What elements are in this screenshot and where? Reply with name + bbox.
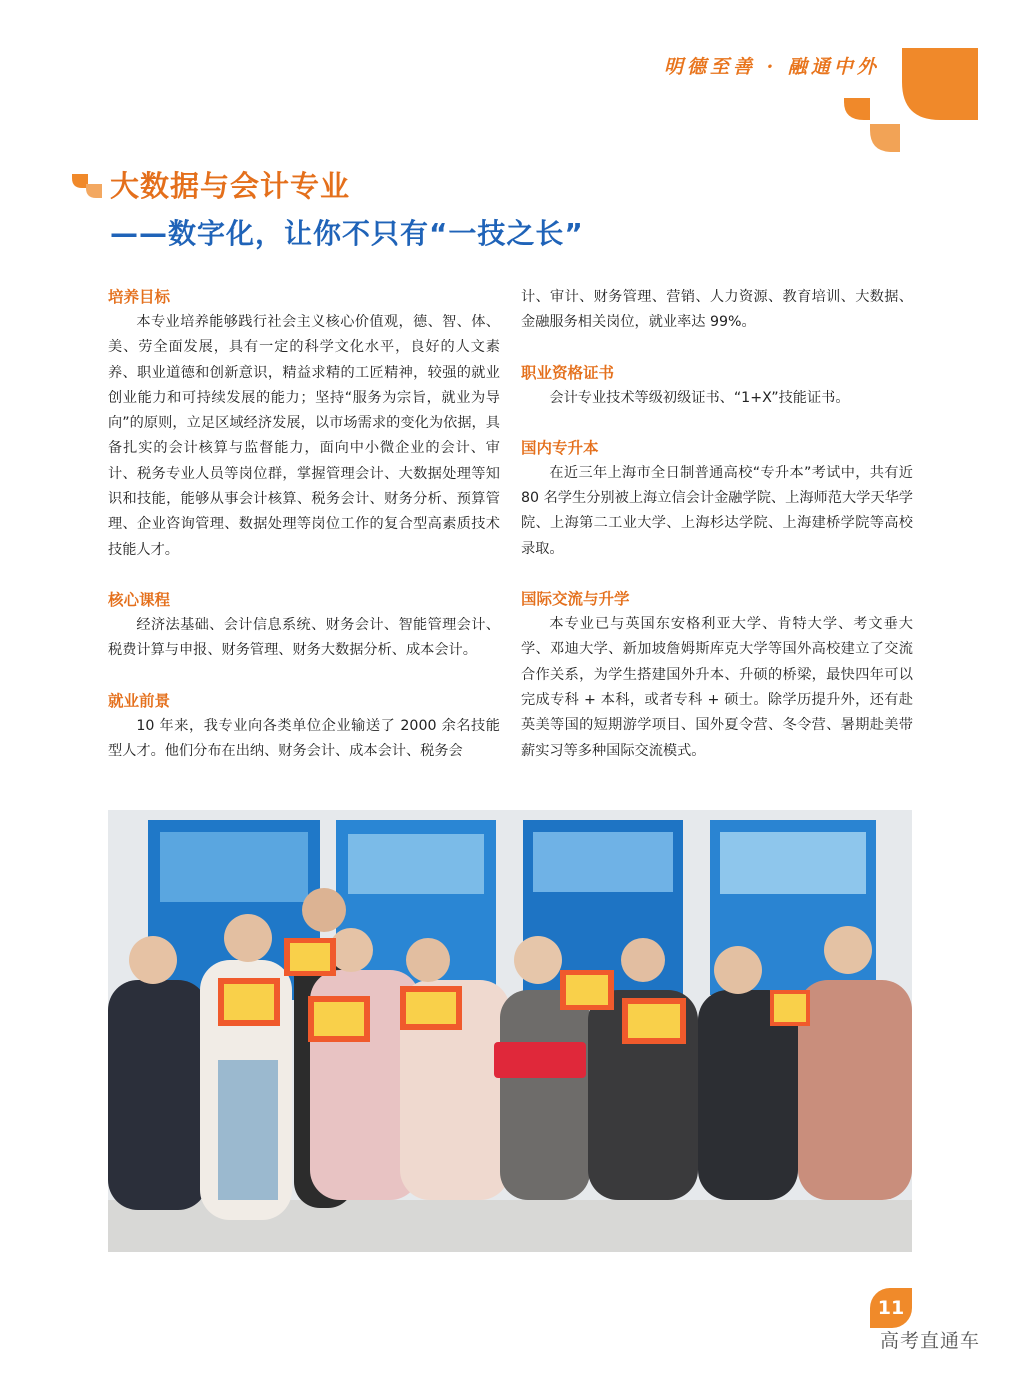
employment-continuation: 计、审计、财务管理、营销、人力资源、教育培训、大数据、金融服务相关岗位，就业率达 99%。 — [521, 289, 913, 331]
section-heading-courses: 核心课程 — [108, 590, 171, 609]
section-heading-international: 国际交流与升学 — [521, 590, 630, 609]
section-text-certificates: 会计专业技术等级初级证书、“1+X”技能证书。 — [549, 389, 850, 406]
group-photo-illustration — [108, 810, 912, 1252]
decorative-leaf-shapes — [840, 40, 980, 155]
section-text-courses: 经济法基础、会计信息系统、财务会计、智能管理会计、税费计算与申报、财务管理、财务大数据分析、成本会计。 — [108, 616, 500, 659]
header-motto: 明德至善 · 融通中外 — [664, 56, 880, 78]
page-number: 11 — [870, 1288, 912, 1328]
section-text-upgrade: 在近三年上海市全日制普通高校“专升本”考试中，共有近 80 名学生分别被上海立信会计金融学院、上海师范大学天华学院、上海第二工业大学、上海杉达学院、上海建桥学院等高校录取。 — [521, 464, 913, 557]
group-photo — [108, 810, 912, 1252]
left-column — [108, 285, 500, 764]
section-text-goal: 本专业培养能够践行社会主义核心价值观，德、智、体、美、劳全面发展，具有一定的科学文化水平，良好的人文素养、职业道德和创新意识，精益求精的工匠精神，较强的就业创业能力和可持续发展的能力；坚持“服务为宗旨，就业为导向”的原则，立足区域经济发展，以市场需求的变化为依据，具备扎实的会计核算与监督能力，面向中小微企业的会计、审计、税务专业人员等岗位群，掌握管理会计、大数据处理等知识和技能，能够从事会计核算、税务会计、财务分析、预算管理、企业咨询管理、数据处理等岗位工作的复合型高素质技术技能人才。 — [108, 314, 500, 558]
title-leaf-icon — [70, 168, 104, 202]
right-column — [521, 285, 913, 764]
section-heading-upgrade: 国内专升本 — [521, 438, 599, 457]
section-heading-certificates: 职业资格证书 — [521, 363, 615, 382]
page-title: 大数据与会计专业 — [110, 169, 351, 203]
section-text-international: 本专业已与英国东安格利亚大学、肯特大学、考文垂大学、邓迪大学、新加坡詹姆斯库克大学等国外高校建立了交流合作关系，为学生搭建国外升本、升硕的桥梁，最快四年可以完成专科 + 本科，或者专科 + 硕士。除学历提升外，还有赴英美等国的短期游学项目、国外夏令营、冬令营、暑期赴美带薪实习等多种国际交流模式。 — [521, 616, 913, 759]
page-subtitle: ——数字化，让你不只有“一技之长” — [110, 217, 584, 250]
section-heading-goal: 培养目标 — [108, 288, 171, 306]
section-heading-employment: 就业前景 — [108, 691, 171, 710]
section-text-employment: 10 年来，我专业向各类单位企业输送了 2000 余名技能型人才。他们分布在出纳、财务会计、成本会计、税务会 — [108, 717, 500, 759]
watermark-text: 高考直通车 — [880, 1330, 981, 1352]
